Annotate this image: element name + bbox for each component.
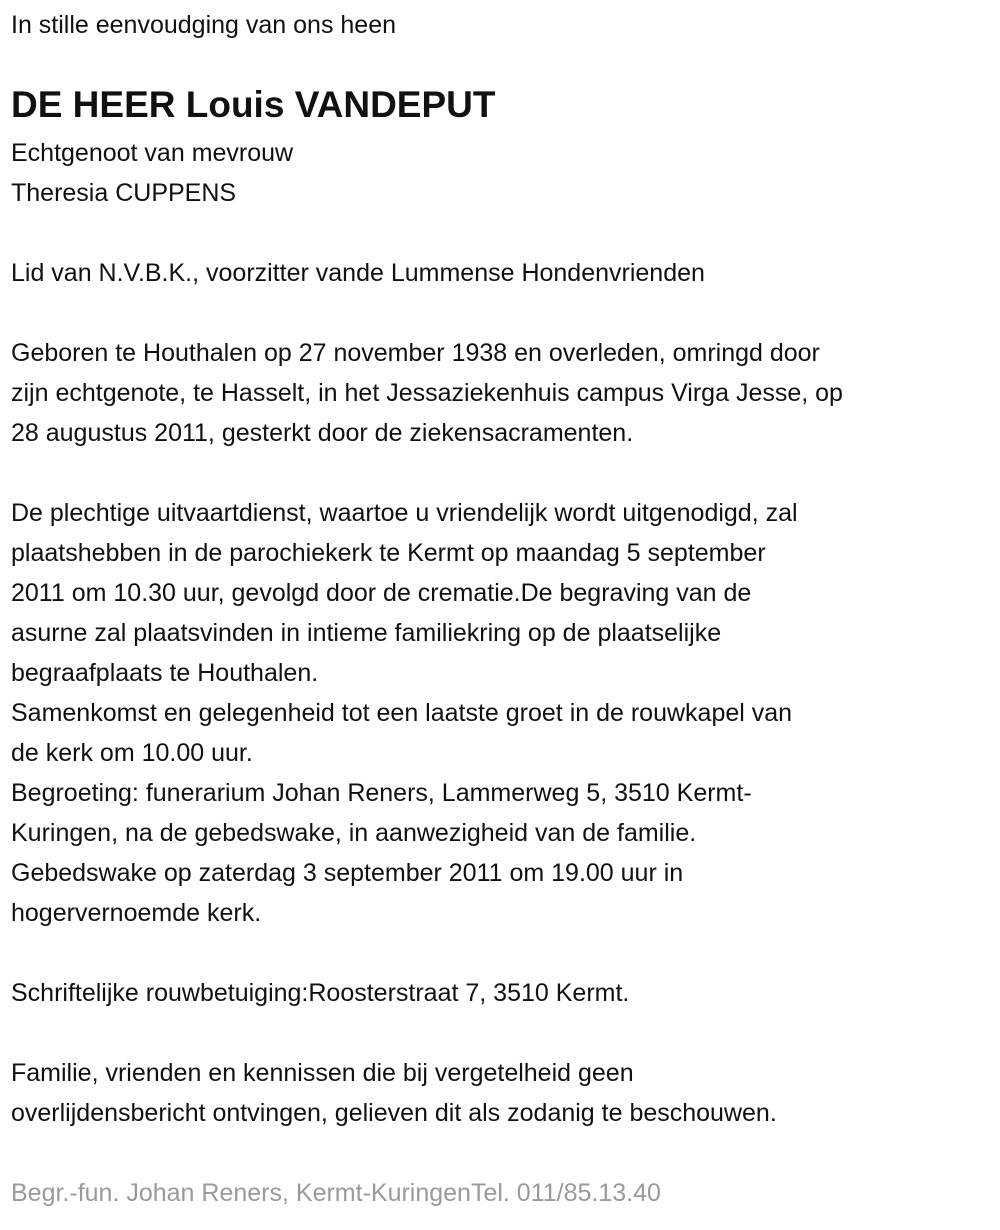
funeral-home-footer: Begr.-fun. Johan Reners, Kermt-KuringenTel. 011/85.13.40 (11, 1179, 661, 1207)
ceremony-line: Gebedswake op zaterdag 3 september 2011 om 19.00 uur in (11, 859, 684, 887)
ceremony-line: Kuringen, na de gebedswake, in aanwezigheid van de familie. (11, 819, 697, 847)
ceremony-line: plaatshebben in de parochiekerk te Kermt op maandag 5 september (11, 539, 766, 567)
birth-death-line: zijn echtgenote, te Hasselt, in het Jessaziekenhuis campus Virga Jesse, op (11, 379, 843, 407)
birth-death-line: Geboren te Houthalen op 27 november 1938 en overleden, omringd door (11, 339, 820, 367)
ceremony-line: begraafplaats te Houthalen. (11, 659, 319, 687)
notice-line: Familie, vrienden en kennissen die bij vergetelheid geen (11, 1059, 634, 1087)
spouse-name: Theresia CUPPENS (11, 179, 237, 207)
spouse-line: Echtgenoot van mevrouw (11, 139, 294, 167)
notice-line: overlijdensbericht ontvingen, gelieven dit als zodanig te beschouwen. (11, 1099, 777, 1127)
ceremony-line: asurne zal plaatsvinden in intieme familiekring op de plaatselijke (11, 619, 722, 647)
condolences-line: Schriftelijke rouwbetuiging:Roosterstraat 7, 3510 Kermt. (11, 979, 630, 1007)
ceremony-line: 2011 om 10.30 uur, gevolgd door de crematie.De begraving van de (11, 579, 752, 607)
ceremony-line: De plechtige uitvaartdienst, waartoe u vriendelijk wordt uitgenodigd, zal (11, 499, 798, 527)
deceased-name: DE HEER Louis VANDEPUT (11, 84, 496, 125)
ceremony-line: Begroeting: funerarium Johan Reners, Lammerweg 5, 3510 Kermt- (11, 779, 752, 807)
ceremony-line: Samenkomst en gelegenheid tot een laatste groet in de rouwkapel van (11, 699, 793, 727)
ceremony-line: de kerk om 10.00 uur. (11, 739, 253, 767)
membership-line: Lid van N.V.B.K., voorzitter vande Lummense Hondenvrienden (11, 259, 705, 287)
ceremony-line: hogervernoemde kerk. (11, 899, 262, 927)
intro-line: In stille eenvoudging van ons heen (11, 11, 397, 39)
birth-death-line: 28 augustus 2011, gesterkt door de ziekensacramenten. (11, 419, 634, 447)
